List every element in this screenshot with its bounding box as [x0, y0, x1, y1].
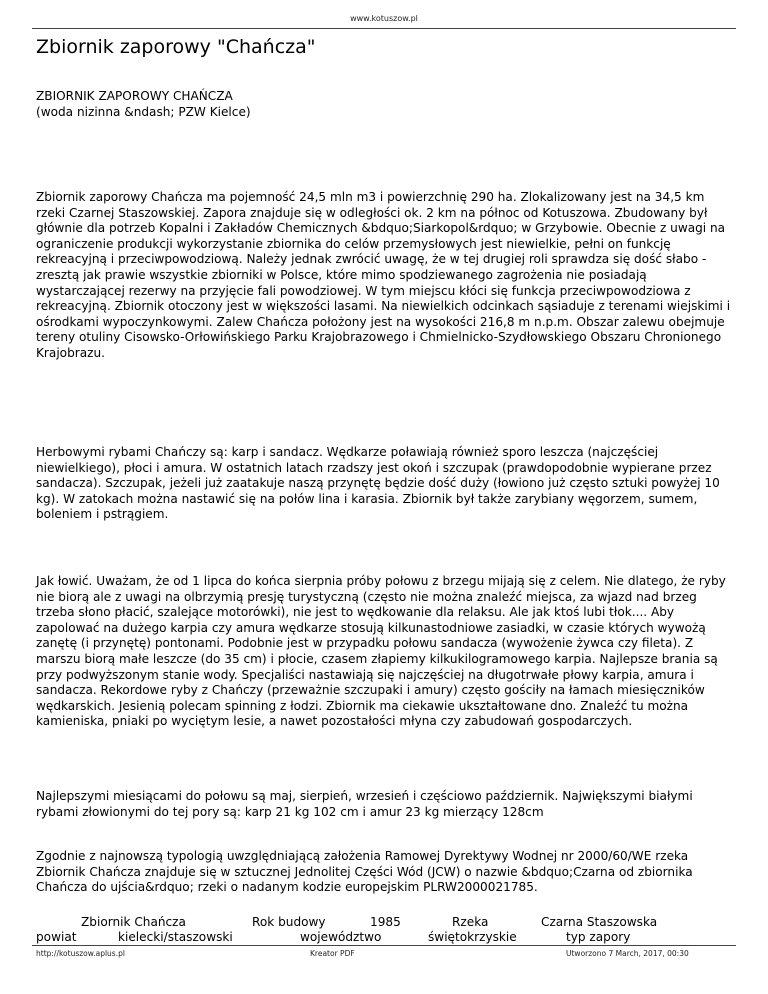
table-cell: 1985: [370, 915, 401, 929]
paragraph-description: Zbiornik zaporowy Chańcza ma pojemność 24,5 mln m3 i powierzchnię 290 ha. Zlokalizowany jest na 34,5 km rzeki Czarnej Staszowskiej. Zapora znajduje się w odległości ok. 2 km na północ od Kotuszowa. Zbudowany był głównie dla potrzeb Kopalni i Zakładów Chemicznych &bdquo;Siarkopol&rdquo; w Grzybowie. Obecnie z uwagi na ograniczenie produkcji wykorzystanie zbiornika do celów przemysłowych jest niewielkie, pełni on funkcję rekreacyjną i przeciwpowodziową. Należy jednak zwrócić uwagę, że w tej drugiej roli sprawdza się dość słabo - zresztą jak prawie wszystkie zbiorniki w Polsce, które mimo spodziewanego zagrożenia nie posiadają wystarczającej rezerwy na przyjęcie fali powodziowej. W tym miejscu kłóci się funkcja przeciwpowodziowa z rekreacyjną. Zbiornik otoczony jest w większości lasami. Na niewielkich odcinkach sąsiaduje z terenami wiejskimi i ośrodkami wypoczynkowymi. Zalew Chańcza położony jest na wysokości 216,8 m n.p.m. Obszar zalewu obejmuje tereny otuliny Cisowsko-Orłowińskiego Parku Krajobrazowego i Chmielnicko-Szydłowskiego Obszaru Chronionego Krajobrazu.: [36, 190, 731, 360]
paragraph-best-months: Najlepszymi miesiącami do połowu są maj, sierpień, wrzesień i częściowo październik. Największymi białymi rybami złowionymi do tej pory są: karp 21 kg 102 cm i amur 23 kg mierzący 128cm: [36, 789, 693, 819]
footer-generator: Kreator PDF: [310, 949, 355, 958]
heading-line-2: (woda nizinna &ndash; PZW Kielce): [36, 104, 251, 119]
footer-divider: [32, 945, 736, 946]
table-cell: kielecki/staszowski: [118, 930, 233, 944]
footer-created-date: Utworzono 7 March, 2017, 00:30: [566, 949, 689, 958]
paragraph-how-to-fish: Jak łowić. Uważam, że od 1 lipca do końca sierpnia próby połowu z brzegu mijają się z celem. Nie dlatego, że ryby nie biorą ale z uwagi na olbrzymią presję turystyczną (często nie można znaleźć miejsca, za wjazd nad brzeg trzeba słono płacić, szalejące motorówki), nie jest to wędkowanie dla relaksu. Ale jak ktoś lubi tłok.... Aby zapolować na dużego karpia czy amura wędkarze stosują kilkunastodniowe zasiadki, w czasie których wywożą zanętę (i przynętę) pontonami. Podobnie jest w przypadku połowu sandacza (wywożenie żywca czy fileta). Z marszu biorą małe leszcze (do 35 cm) i płocie, czasem złapiemy kilkukilogramowego karpia. Najlepsze brania są przy podwyższonym stanie wody. Specjaliści nastawiają się najczęściej na długotrwałe płowy karpia, amura i sandacza. Rekordowe ryby z Chańczy (przeważnie szczupaki i amury) często gościły na łamach miesięczników wędkarskich. Jesienią polecam spinning z łodzi. Zbiornik ma ciekawie ukształtowane dno. Znaleźć tu można kamieniska, pniaki po wyciętym lesie, a nawet pozostałości młyna czy zabudowań gospodarczych.: [36, 574, 726, 729]
header-divider: [32, 28, 736, 29]
heading-block: [36, 89, 731, 120]
paragraph-water-typology: Zgodnie z najnowszą typologią uwzględniającą założenia Ramowej Dyrektywy Wodnej nr 2000/60/WE rzeka Zbiornik Chańcza znajduje się w sztucznej Jednolitej Części Wód (JCW) o nazwie &bdquo;Czarna od zbiornika Chańcza do ujścia&rdquo; rzeki o nadanym kodzie europejskim PLRW2000021785.: [36, 849, 693, 895]
table-cell: województwo: [300, 930, 382, 944]
page-title: Zbiornik zaporowy "Chańcza": [36, 36, 316, 58]
table-cell: Rzeka: [452, 915, 489, 929]
paragraph-fish-species: Herbowymi rybami Chańczy są: karp i sandacz. Wędkarze poławiają również sporo leszcza (najczęściej niewielkiego), płoci i amura. W ostatnich latach rzadszy jest okoń i szczupak (prawdopodobnie wypierane przez sandacza). Szczupak, jeżeli już zaatakuje naszą przynętę będzie dość duży (łowiono już często sztuki powyżej 10 kg). W zatokach można nastawić się na połów lina i karasia. Zbiornik był także zarybiany węgorzem, sumem, boleniem i pstrągiem.: [36, 445, 720, 522]
footer-source-link[interactable]: http://kotuszow.aplus.pl: [36, 949, 125, 958]
header-site-url: www.kotuszow.pl: [350, 14, 418, 23]
table-cell: typ zapory: [566, 930, 631, 944]
table-cell: Rok budowy: [252, 915, 326, 929]
heading-line-1: ZBIORNIK ZAPOROWY CHAŃCZA: [36, 89, 233, 103]
table-cell: Czarna Staszowska: [541, 915, 658, 929]
table-cell: powiat: [36, 930, 77, 944]
table-cell: świętokrzyskie: [428, 930, 517, 944]
table-cell: Zbiornik Chańcza: [81, 915, 186, 929]
